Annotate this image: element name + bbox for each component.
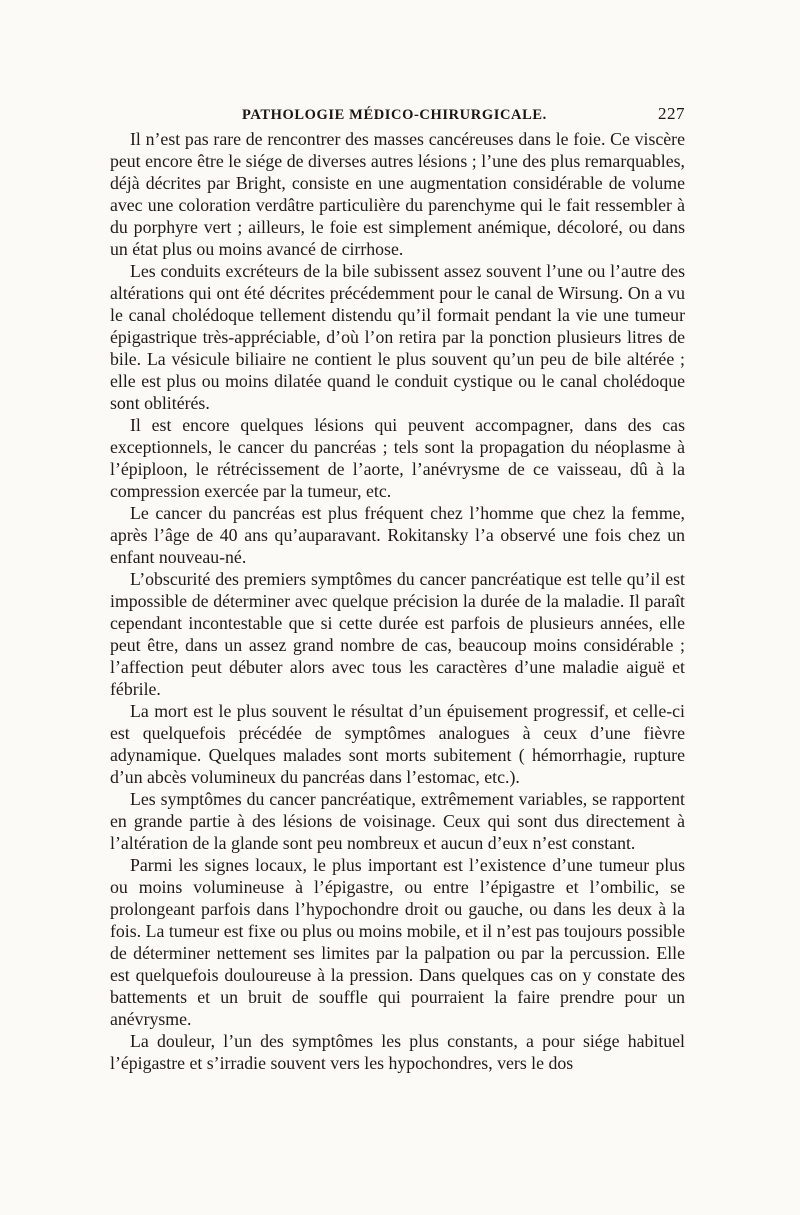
paragraph-bile-ducts: Les conduits excréteurs de la bile subissent assez souvent l’une ou l’autre des altérations qui ont été décrites précédemment pour le canal de Wirsung. On a vu le canal cholédoque tellement distendu qu’il formait pendant la vie une tumeur épigastrique très-appréciable, d’où l’on retira par la ponction plusieurs litres de bile. La vésicule biliaire ne contient le plus souvent qu’un peu de bile altérée ; elle est plus ou moins dilatée quand le conduit cystique ou le canal cholédoque sont oblitérés.	[110, 261, 685, 413]
header-title: PATHOLOGIE MÉDICO-CHIRURGICALE.	[242, 107, 547, 123]
running-header	[110, 104, 685, 124]
paragraph-pain: La douleur, l’un des symptômes les plus constants, a pour siége habituel l’épigastre et s’irradie souvent vers les hypochondres, vers le dos	[110, 1031, 685, 1073]
page-number: 227	[658, 104, 685, 123]
paragraph-liver-lesions: Il n’est pas rare de rencontrer des masses cancéreuses dans le foie. Ce viscère peut encore être le siége de diverses autres lésions ; l’une des plus remarquables, déjà décrites par Bright, consiste en une augmentation considérable de volume avec une coloration verdâtre particulière du parenchyme qui le fait ressembler à du porphyre vert ; ailleurs, le foie est simplement anémique, décoloré, ou dans un état plus ou moins avancé de cirrhose.	[110, 129, 685, 259]
paragraph-symptoms: Les symptômes du cancer pancréatique, extrêmement variables, se rapportent en grande partie à des lésions de voisinage. Ceux qui sont dus directement à l’altération de la glande sont peu nombreux et aucun d’eux n’est constant.	[110, 789, 685, 853]
paragraph-duration: L’obscurité des premiers symptômes du cancer pancréatique est telle qu’il est impossible de déterminer avec quelque précision la durée de la maladie. Il paraît cependant incontestable que si cette durée est parfois de plusieurs années, elle peut être, dans un assez grand nombre de cas, beaucoup moins considérable ; l’affection peut débuter alors avec tous les caractères d’une maladie aiguë et fébrile.	[110, 569, 685, 699]
paragraph-local-signs: Parmi les signes locaux, le plus important est l’existence d’une tumeur plus ou moins volumineuse à l’épigastre, ou entre l’épigastre et l’ombilic, se prolongeant parfois dans l’hypochondre droit ou gauche, ou dans les deux à la fois. La tumeur est fixe ou plus ou moins mobile, et il n’est pas toujours possible de déterminer nettement ses limites par la palpation ou par la percussion. Elle est quelquefois douloureuse à la pression. Dans quelques cas on y constate des battements et un bruit de souffle qui pourraient la faire prendre pour un anévrysme.	[110, 855, 685, 1029]
paragraph-other-lesions: Il est encore quelques lésions qui peuvent accompagner, dans des cas exceptionnels, le cancer du pancréas ; tels sont la propagation du néoplasme à l’épiploon, le rétrécissement de l’aorte, l’anévrysme de ce vaisseau, dû à la compression exercée par la tumeur, etc.	[110, 415, 685, 501]
paragraph-frequency: Le cancer du pancréas est plus fréquent chez l’homme que chez la femme, après l’âge de 40 ans qu’auparavant. Rokitansky l’a observé une fois chez un enfant nouveau-né.	[110, 503, 685, 567]
paragraph-death: La mort est le plus souvent le résultat d’un épuisement progressif, et celle-ci est quelquefois précédée de symptômes analogues à ceux d’une fièvre adynamique. Quelques malades sont morts subitement ( hémorrhagie, rupture d’un abcès volumineux du pancréas dans l’estomac, etc.).	[110, 701, 685, 787]
body-text	[110, 128, 685, 1074]
